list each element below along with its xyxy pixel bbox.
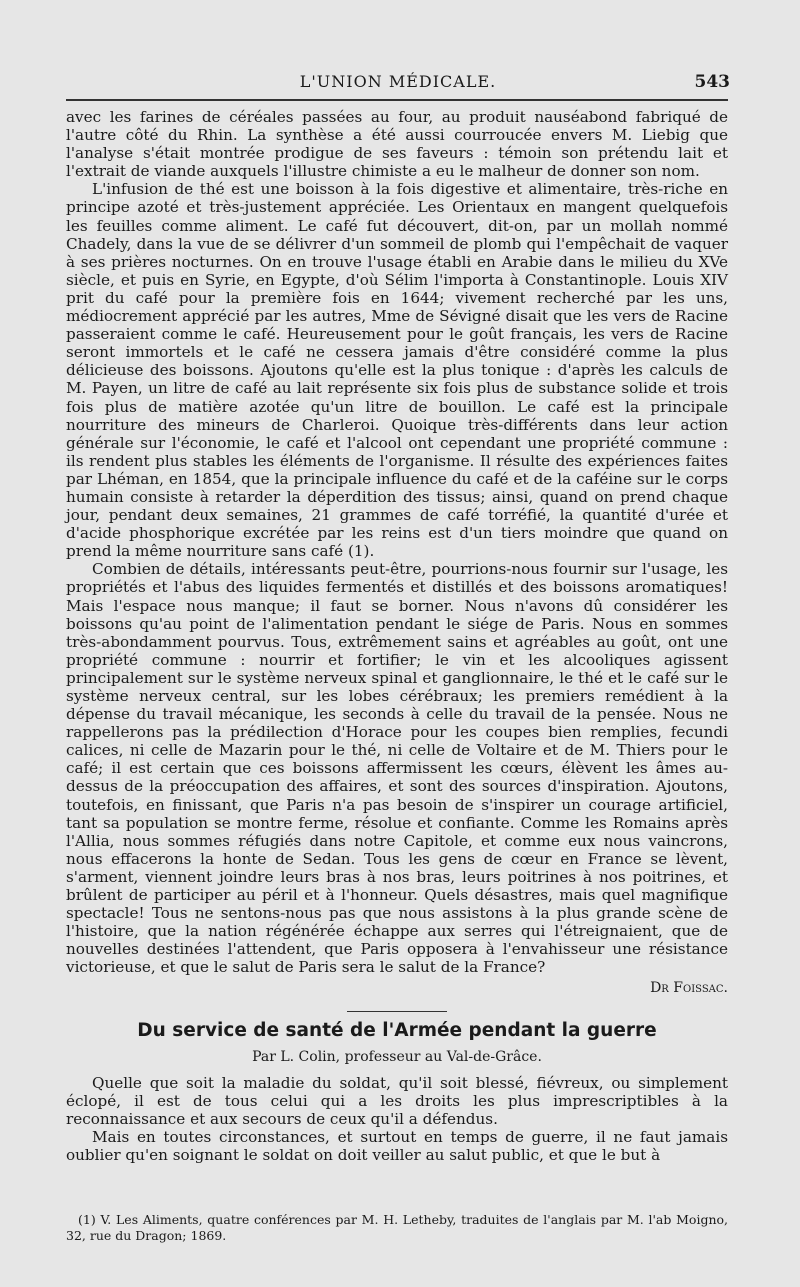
paragraph-4: Quelle que soit la maladie du soldat, qu'il soit blessé, fiévreux, ou simplement éclopé, il est de tous celui qui a les droits les plus imprescriptibles à la reconnaissance et aux secours de ceux qu'il a défendus. [66, 1073, 728, 1128]
article-byline: Par L. Colin, professeur au Val-de-Grâce. [252, 1048, 542, 1065]
paragraph-5: Mais en toutes circonstances, et surtout en temps de guerre, il ne faut jamais oublier qu'en soignant le soldat on doit veiller au salut public, et que le but à [66, 1128, 728, 1165]
paragraph-1: avec les farines de céréales passées au four, au produit nauséabond fabriqué de l'autre côté du Rhin. La synthèse a été aussi courroucée envers M. Liebig que l'analyse s'était montrée prodigue de ses faveurs : témoin son prétendu lait et l'extrait de viande auxquels l'illustre chimiste a eu le malheur de donner son nom. [66, 108, 728, 181]
paragraph-3: Combien de détails, intéressants peut-être, pourrions-nous fournir sur l'usage, les propriétés et l'abus des liquides fermentés et distillés et des boissons aromatiques! Mais l'espace nous manque; il faut se borner. Nous n'avons dû considérer les boissons qu'au point de l'alimentation pendant le siége de Paris. Nous en sommes très-abondamment pourvus. Tous, extrêmement sains et agréables au goût, ont une propriété commune : nourrir et fortifier; le vin et les alcooliques agissent principalement sur le système nerveux spinal et ganglionnaire, le thé et le café sur le système nerveux central, sur les lobes cérébraux; les premiers remédient à la dépense du travail mécanique, les seconds à celle du travail de la pensée. Nous ne rappellerons pas la prédilection d'Horace pour les coupes bien remplies, fecundi calices, ni celle de Mazarin pour le thé, ni celle de Voltaire et de M. Thiers pour le café; il est certain que ces boissons affermissent les cœurs, élèvent les âmes au-dessus de la préoccupation des affaires, et sont des sources d'inspiration. Ajoutons, toutefois, en finissant, que Paris n'a pas besoin de s'inspirer un courage artificiel, tant sa population se montre ferme, résolue et confiante. Comme les Romains après l'Allia, nous sommes réfugiés dans notre Capitole, et comme eux nous vaincrons, nous effacerons la honte de Sedan. Tous les gens de cœur en France se lèvent, s'arment, viennent joindre leurs bras à nos bras, leurs poitrines à nos poitrines, et brûlent de participer au péril et à l'honneur. Quels désastres, mais quel magnifique spectacle! Tous ne sentons-nous pas que nous assistons à la plus grande scène de l'histoire, que la nation régénérée échappe aux serres qui l'étreignaient, que de nouvelles destinées l'attendent, que Paris opposera à l'envahisseur une résistance victorieuse, et que le salut de Paris sera le salut de la France? [66, 560, 728, 977]
body-text [66, 108, 728, 1164]
author-signature: Dr Foissac. [650, 979, 728, 996]
paragraph-2: L'infusion de thé est une boisson à la fois digestive et alimentaire, très-riche en principe azoté et très-justement appréciée. Les Orientaux en mangent quelquefois les feuilles comme aliment. Le café fut découvert, dit-on, par un mollah nommé Chadely, dans la vue de se délivrer d'un sommeil de plomb qui l'empêchait de vaquer à ses prières nocturnes. On en trouve l'usage établi en Arabie dans le milieu du XVe siècle, et puis en Syrie, en Egypte, d'où Sélim l'importa à Constantinople. Louis XIV prit du café pour la première fois en 1644; vivement recherché par les uns, médiocrement apprécié par les autres, Mme de Sévigné disait que les vers de Racine passeraient comme le café. Heureusement pour le goût français, les vers de Racine seront immortels et le café ne cessera jamais d'être considéré comme la plus délicieuse des boissons. Ajoutons qu'elle est la plus tonique : d'après les calculs de M. Payen, un litre de café au lait représente six fois plus de substance solide et trois fois plus de matière azotée qu'un litre de bouillon. Le café est la principale nourriture des mineurs de Charleroi. Quoique très-différents dans leur action générale sur l'économie, le café et l'alcool ont cependant une propriété commune : ils rendent plus stables les éléments de l'organisme. Il résulte des expériences faites par Lhéman, en 1854, que la principale influence du café et de la caféine sur le corps humain consiste à retarder la déperdition des tissus; ainsi, quand on prend chaque jour, pendant deux semaines, 21 grammes de café torréfié, la quantité d'urée et d'acide phosphorique excrétée par les reins est d'un tiers moindre que quand on prend la même nourriture sans café (1). [66, 180, 728, 561]
header-rule [66, 99, 728, 101]
running-title: L'UNION MÉDICALE. [299, 72, 497, 91]
article-heading: Du service de santé de l'Armée pendant la guerre [137, 1019, 657, 1041]
page-number: 543 [694, 72, 730, 92]
footnote-text: (1) V. Les Aliments, quatre conférences par M. H. Letheby, traduites de l'anglais par M. l'ab Moigno, 32, rue du Dragon; 1869. [66, 1212, 728, 1243]
page-header [66, 70, 730, 96]
footnote [66, 1212, 728, 1244]
section-divider [347, 1011, 447, 1012]
